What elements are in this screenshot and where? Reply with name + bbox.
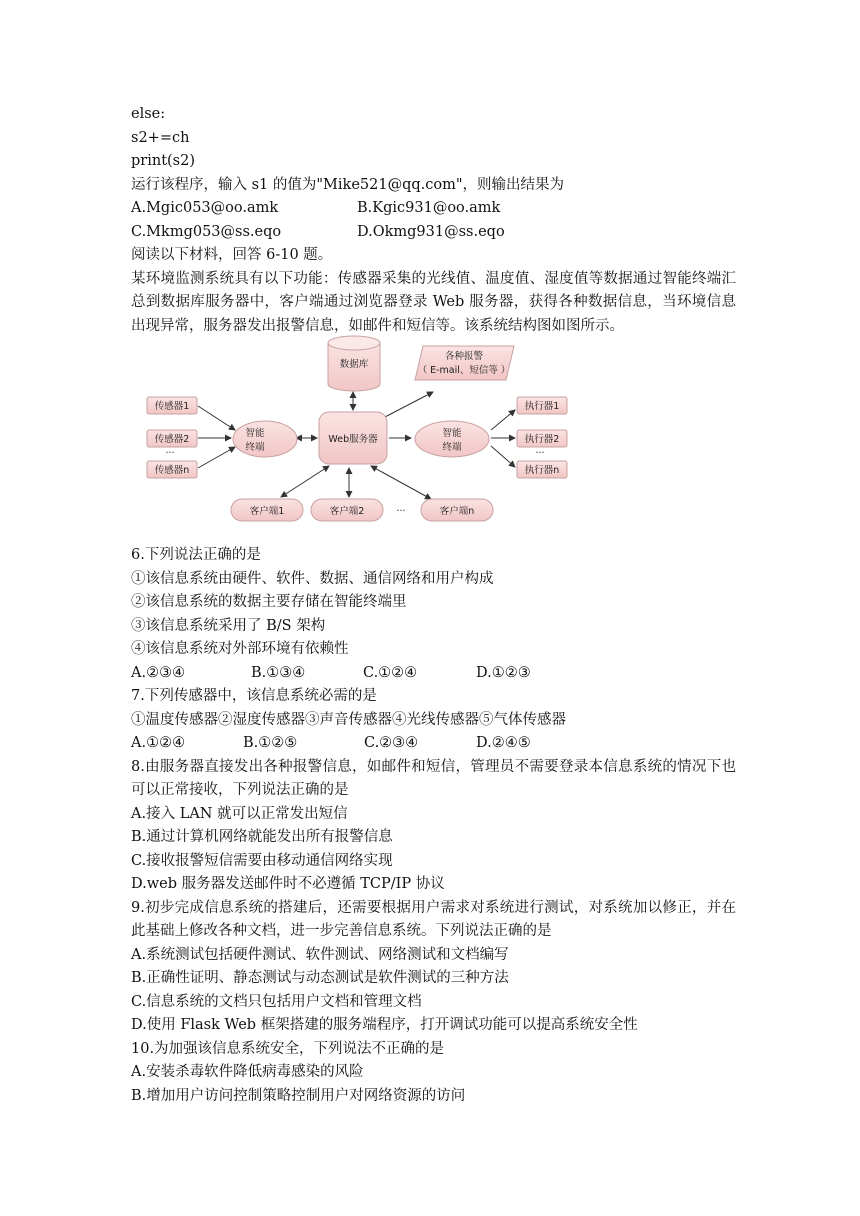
q7-statement: ①温度传感器②湿度传感器③声音传感器④光线传感器⑤气体传感器 [131,711,566,728]
ellipsis: ··· [535,448,545,459]
q5-options-row2 [131,221,736,245]
sensor-label: 传感器2 [154,434,190,445]
top-text-block [131,103,736,338]
q8-option-b: B.通过计算机网络就能发出所有报警信息 [131,829,393,845]
database-icon [328,336,380,391]
q6-option-c: C.①②④ [363,664,418,681]
alarm-label-line2: （ E-mail、短信等 ） [417,365,511,376]
alarm-box [415,346,514,380]
q6-option-a: A.②③④ [131,664,186,681]
client-box [421,499,493,521]
sensor-label: 传感器n [154,465,190,476]
q6-statement: ②该信息系统的数据主要存储在智能终端里 [131,594,407,610]
q6-stem: 6.下列说法正确的是 [131,547,261,563]
actuator-label: 执行器n [524,465,560,476]
actuator-label: 执行器2 [524,434,560,445]
sensor-box [147,430,197,447]
q8-option-d: D.web 服务器发送邮件时不必遵循 TCP/IP 协议 [131,876,445,892]
q7-option-d: D.②④⑤ [476,735,531,751]
terminal-label-line2: 终端 [442,442,462,453]
actuator-label: 执行器1 [524,401,560,412]
client-label: 客户端n [439,506,475,517]
q8-option-a: A.接入 LAN 就可以正常发出短信 [131,805,348,822]
client-label: 客户端1 [249,506,285,517]
q10-option-a: A.安装杀毒软件降低病毒感染的风险 [131,1064,364,1080]
system-structure-diagram [131,334,601,542]
q10-option-b: B.增加用户访问控制策略控制用户对网络资源的访问 [131,1087,466,1104]
q9-option-d: D.使用 Flask Web 框架搭建的服务端程序，打开调试功能可以提高系统安全性 [131,1017,638,1033]
q9-option-c: C.信息系统的文档只包括用户文档和管理文档 [131,993,422,1010]
q6-statement: ①该信息系统由硬件、软件、数据、通信网络和用户构成 [131,570,494,587]
q5-option-b: B.Kgic931@oo.amk [357,200,501,216]
q6-options [131,662,736,686]
q6-statement: ④该信息系统对外部环境有依赖性 [131,641,349,657]
database-label: 数据库 [339,359,369,370]
smart-terminal-left [233,421,297,457]
web-server-box [319,412,387,464]
q9-stem: 9.初步完成信息系统的搭建后，还需要根据用户需求对系统进行测试，对系统加以修正，并在此基础上修改各种文档，进一步完善信息系统。下列说法正确的是 [131,899,736,939]
sensor-box [147,397,197,414]
code-line: print(s2) [131,153,195,169]
ellipsis: ··· [396,506,406,517]
q7-options [131,732,736,756]
client-label: 客户端2 [329,506,365,517]
q8-stem: 8.由服务器直接发出各种报警信息，如邮件和短信，管理员不需要登录本信息系统的情况下也可以正常接收，下列说法正确的是 [131,758,736,798]
q7-stem: 7.下列传感器中，该信息系统必需的是 [131,688,377,704]
q6-option-d: D.①②③ [476,664,531,681]
q5-option-a: A.Mgic053@oo.amk [131,200,279,216]
q5-option-d: D.Okmg931@ss.eqo [357,223,505,240]
terminal-label-line1: 智能 [245,428,265,439]
q5-stem: 运行该程序，输入 s1 的值为"Mike521@qq.com"，则输出结果为 [131,176,565,193]
sensor-box [147,461,197,478]
q7-option-b: B.①②⑤ [243,735,298,751]
terminal-label-line2: 终端 [245,442,265,453]
reading-intro: 阅读以下材料，回答 6-10 题。 [131,247,333,263]
q8-option-c: C.接收报警短信需要由移动通信网络实现 [131,852,393,869]
q7-option-a: A.①②④ [131,735,186,751]
q9-option-b: B.正确性证明、静态测试与动态测试是软件测试的三种方法 [131,970,509,986]
q6-option-b: B.①③④ [251,664,306,681]
terminal-label-line1: 智能 [442,428,462,439]
code-line: s2+=ch [131,129,190,146]
actuator-box [517,430,567,447]
q7-option-c: C.②③④ [364,735,419,751]
web-server-label: Web服务器 [328,434,378,445]
ellipsis: ··· [165,448,175,459]
questions-block [131,544,736,1108]
client-box [231,499,303,521]
actuator-box [517,461,567,478]
smart-terminal-right [415,421,489,457]
material-paragraph: 某环境监测系统具有以下功能：传感器采集的光线值、温度值、湿度值等数据通过智能终端汇总到数据库服务器中，客户端通过浏览器登录 Web 服务器，获得各种数据信息，当环境信息出现异常，服务器发出报警信息，如邮件和短信等。该系统结构图如图所示。 [131,270,736,334]
code-line: else: [131,106,166,122]
q9-option-a: A.系统测试包括硬件测试、软件测试、网络测试和文档编写 [131,946,509,963]
client-box [311,499,383,521]
q5-option-c: C.Mkmg053@ss.eqo [131,223,282,240]
q5-options-row1 [131,197,736,221]
q10-stem: 10.为加强该信息系统安全，下列说法不正确的是 [131,1040,445,1057]
q6-statement: ③该信息系统采用了 B/S 架构 [131,617,326,634]
alarm-label-line1: 各种报警 [444,351,484,362]
sensor-label: 传感器1 [154,401,190,412]
actuator-box [517,397,567,414]
